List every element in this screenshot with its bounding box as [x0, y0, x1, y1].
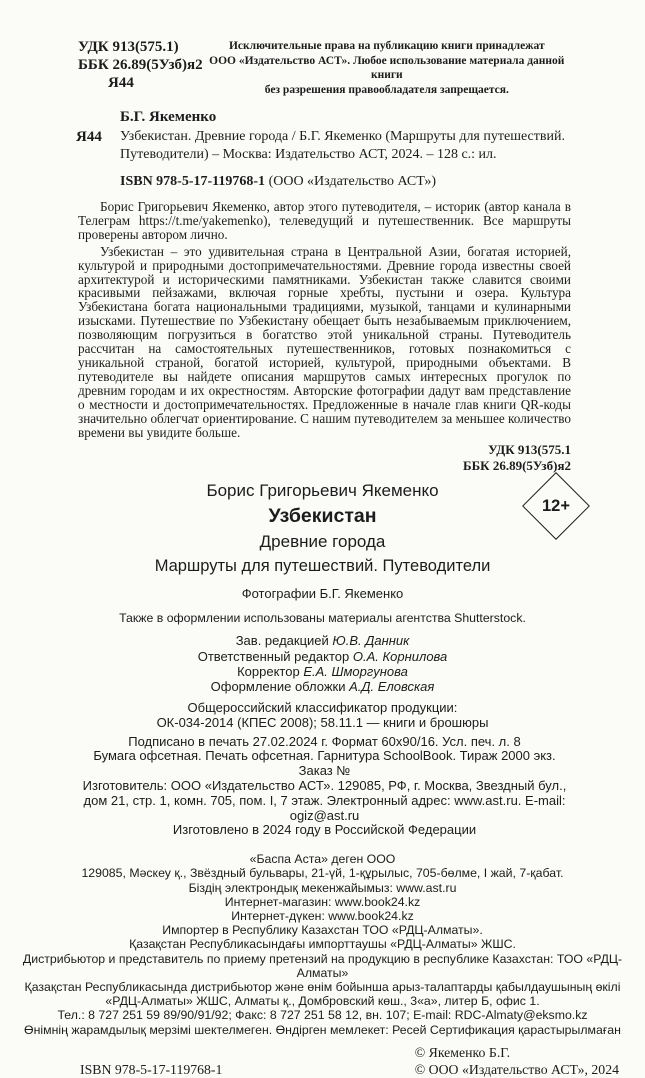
staff-role: Корректор: [237, 664, 300, 679]
print-info-line: Изготовлено в 2024 году в Российской Федерации: [172, 822, 477, 838]
colophon-top: [78, 38, 571, 97]
staff-role: Зав. редакцией: [235, 633, 329, 649]
rights-notice: [203, 39, 571, 97]
kz-line: Қазақстан Республикасындағы импорттаушы «РДЦ-Алматы» ЖШС.: [129, 937, 516, 952]
photo-credit: Фотографии Б.Г. Якеменко: [241, 586, 404, 602]
catalog-entry-text: Узбекистан. Древние города / Б.Г. Якеменко (Маршруты для путешествий. Путеводители) – Москва: Издательство АСТ, 2024. – 128 с.: ил.: [120, 129, 565, 162]
kz-line: Тел.: 8 727 251 59 89/90/91/92; Факс: 8 727 251 58 12, вн. 107; E-mail: RDC-Almaty@eksmo.kz: [57, 1008, 588, 1023]
udk-code: УДК 913(575.1): [78, 39, 179, 55]
rights-notice-line: без разрешения правообладателя запрещается.: [264, 83, 509, 96]
kz-line: «РДЦ-Алматы» ЖШС, Алматы қ., Домбровский көш., 3«а», литер Б, офис 1.: [105, 994, 540, 1009]
staff-row: [0, 664, 645, 679]
kz-line: Интернет-магазин: www.book24.kz: [224, 894, 421, 909]
print-info: [78, 735, 571, 839]
staff-name: Ю.В. Данник: [332, 633, 410, 649]
staff-name: А.Д. Еловская: [349, 679, 435, 695]
staff-row: [0, 679, 645, 694]
book-author: Борис Григорьевич Якеменко: [206, 481, 439, 501]
staff-role: Оформление обложки: [210, 679, 346, 695]
kz-line: Дистрибьютор и представитель по приему претензий на продукцию в республике Казахстан: ТОО «РДЦ-Алматы»: [22, 951, 623, 980]
staff-row: [0, 633, 645, 648]
design-credit: Также в оформлении использованы материалы агентства Shutterstock.: [119, 611, 526, 626]
staff-name: О.А. Корнилова: [352, 648, 448, 664]
kz-line: «Баспа Аста» деген ООО: [249, 852, 396, 867]
annotation-paragraph-description: Узбекистан – это удивительная страна в Центральной Азии, богатая историей, культурой и природными достопримечательностями. Древние города известны своей архитектурой и историческими памятниками. Узбекистан также славится своими красивыми пейзажами, включая горные хребты, пустыни и озера. Культура Узбекистана богата национальными традициями, музыкой, танцами и кулинарными изысками. Путешествие по Узбекистану обещает быть незабываемым приключением, позволяющим погрузиться в богатство этой уникальной страны. Путеводитель рассчитан на самостоятельных путешественников, готовых познакомиться с уникальной страной, богатой историей, культурой, природными объектами. В путеводителе вы найдете описания маршрутов самых интересных прогулок по древним городам и их окрестностям. Авторские фотографии дадут вам представление о местности и достопримечательностях. Предложенные в начале глав книги QR-коды значительно облегчат ориентирование. С нашим путеводителем за меньшее количество времени вы увидите больше.: [78, 243, 571, 440]
staff-name: Е.А. Шморгунова: [303, 664, 408, 679]
catalog-entry: [78, 128, 571, 164]
classifier-line: ОК-034-2014 (КПЕС 2008); 58.11.1 — книги и брошюры: [156, 714, 489, 730]
isbn-publisher: (ООО «Издательство АСТ»): [265, 174, 437, 189]
print-info-line: Бумага офсетная. Печать офсетная. Гарнитура SchoolBook. Тираж 2000 экз. Заказ №: [93, 748, 556, 779]
print-info-line: Подписано в печать 27.02.2024 г. Формат 60x90/16. Усл. печ. л. 8: [128, 733, 521, 749]
kz-line: Біздің электрондық мекенжайымыз: www.ast.ru: [188, 880, 457, 895]
bbk-code: ББК 26.89(5Узб)я2: [78, 57, 203, 73]
kz-line: Импортер в Республику Казахстан ТОО «РДЦ-Алматы».: [162, 923, 483, 938]
bbk-code-right: ББК 26.89(5Узб)я2: [462, 457, 571, 473]
book-series: Маршруты для путешествий. Путеводители: [154, 557, 491, 576]
copyright-publisher: © ООО «Издательство АСТ», 2024: [414, 1061, 619, 1077]
annotation: [78, 200, 571, 439]
isbn-line: [120, 173, 571, 191]
staff-credits: [0, 633, 645, 694]
copyright-author: © Якеменко Б.Г.: [414, 1044, 511, 1060]
kz-line: Интернет-дүкен: www.book24.kz: [231, 908, 414, 923]
isbn-number: ISBN 978-5-17-119768-1: [120, 174, 266, 189]
book-title: Узбекистан: [268, 505, 377, 528]
footer-copyright: [415, 1044, 619, 1078]
staff-row: [0, 649, 645, 664]
kz-line: 129085, Мәскеу қ., Звёздный бульвары, 21-үй, 1-құрылыс, 705-бөлме, I жай, 7-қабат.: [81, 866, 564, 881]
udk-bbk-right: [78, 442, 571, 473]
author-sign-code: Я44: [108, 75, 134, 91]
rights-notice-line: Исключительные права на публикацию книги принадлежат: [228, 40, 545, 52]
footer-isbn: ISBN 978-5-17-119768-1: [80, 1061, 223, 1077]
book-subtitle: Древние города: [259, 532, 386, 552]
kz-line: Өнімнің жарамдылық мерзімі шектелмеген. Өндірген мемлекет: Ресей Сертификация қарастырылмаған: [24, 1022, 621, 1037]
annotation-paragraph-author: Борис Григорьевич Якеменко, автор этого путеводителя, – историк (автор канала в Телеграм https://t.me/yakemenko), телеведущий и путешественник. Все маршруты проверены автором лично.: [78, 199, 571, 242]
rights-notice-line: ООО «Издательство АСТ». Любое использование материала данной книги: [209, 54, 565, 81]
catalog-entry-code: Я44: [76, 129, 102, 145]
kazakhstan-distribution-block: [0, 852, 645, 1037]
print-info-line: Изготовитель: ООО «Издательство АСТ». 129085, РФ, г. Москва, Звездный бул., дом 21, стр. 1, комн. 705, пом. I, 7 этаж. Электронный адрес: www.ast.ru. E-mail: ogiz@ast.ru: [82, 777, 567, 823]
staff-role: Ответственный редактор: [197, 648, 350, 664]
catalog-author-heading: Б.Г. Якеменко: [120, 109, 217, 125]
udk-bbk-block: [78, 38, 203, 92]
classifier-line: Общероссийский классификатор продукции:: [187, 699, 458, 715]
udk-code-right: УДК 913(575.1: [488, 442, 571, 458]
footer: [80, 1044, 619, 1078]
age-rating-label: 12+: [542, 496, 570, 515]
product-classifier: [0, 700, 645, 730]
kz-line: Қазақстан Республикасында дистрибьютор және өнім бойынша арыз-талаптарды қабылдаушының өкілі: [24, 980, 621, 994]
